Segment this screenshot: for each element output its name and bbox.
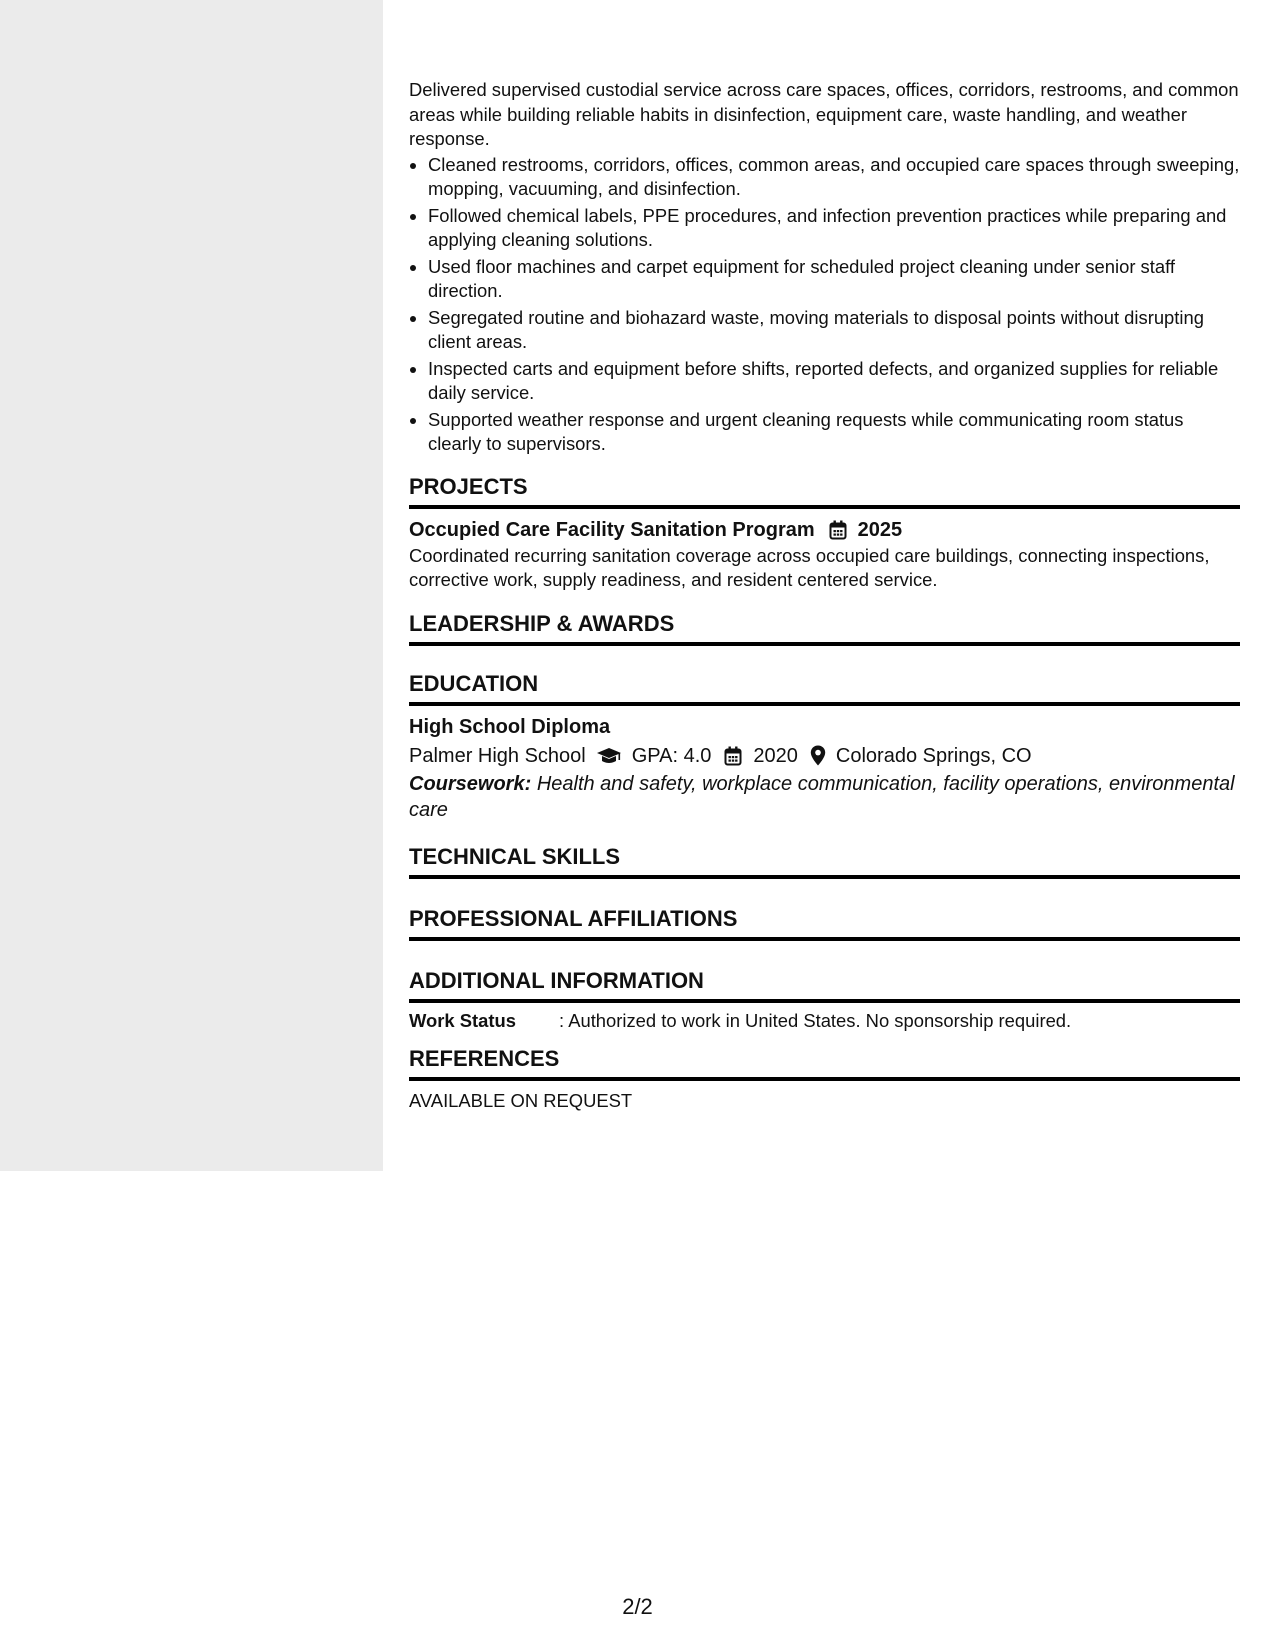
section-heading-affiliations: PROFESSIONAL AFFILIATIONS	[409, 905, 1240, 941]
bullet-item: • Cleaned restrooms, corridors, offices, common areas, and occupied care spaces through sweeping, mopping, vacuuming, and disinfection.	[428, 153, 1240, 202]
degree-title: High School Diploma	[409, 715, 611, 738]
references-text: AVAILABLE ON REQUEST	[409, 1090, 633, 1111]
work-status-label: Work Status	[409, 1009, 516, 1031]
section-heading-additional-info: ADDITIONAL INFORMATION	[409, 967, 1240, 1003]
bullet-item: • Used floor machines and carpet equipment for scheduled project cleaning under senior staff direction.	[428, 255, 1240, 304]
education-details-line	[409, 741, 1240, 771]
bullet-item: • Followed chemical labels, PPE procedures, and infection prevention practices while preparing and applying cleaning solutions.	[428, 204, 1240, 253]
project-description: Coordinated recurring sanitation coverage across occupied care buildings, connecting inspections, corrective work, supply readiness, and resident centered service.	[409, 544, 1210, 590]
project-title: Occupied Care Facility Sanitation Program	[409, 518, 815, 541]
gpa: GPA: 4.0	[631, 744, 712, 767]
page-number: 2/2	[622, 1594, 653, 1619]
project-title-line	[409, 516, 1240, 544]
work-status-value: : Authorized to work in United States. No sponsorship required.	[559, 1009, 1072, 1031]
coursework-label: Coursework:	[409, 772, 532, 795]
coursework-line	[409, 771, 1240, 823]
resume-main-column	[409, 78, 1240, 1114]
work-status-row	[409, 1009, 1240, 1034]
section-heading-education: EDUCATION	[409, 670, 1240, 706]
school-location: Colorado Springs, CO	[835, 744, 1032, 767]
section-heading-references: REFERENCES	[409, 1045, 1240, 1081]
experience-bullet-list	[409, 153, 1240, 457]
project-year: 2025	[857, 518, 903, 541]
map-pin-icon	[810, 746, 826, 766]
school-name: Palmer High School	[409, 744, 586, 767]
bullet-item: • Inspected carts and equipment before shifts, reported defects, and organized supplies for reliable daily service.	[428, 357, 1240, 406]
calendar-icon	[723, 746, 743, 766]
education-degree	[409, 713, 1240, 741]
bullet-item: • Supported weather response and urgent cleaning requests while communicating room status clearly to supervisors.	[428, 408, 1240, 457]
coursework-text: Health and safety, workplace communication, facility operations, environmental care	[409, 772, 1235, 821]
calendar-icon	[828, 520, 848, 540]
section-heading-technical-skills: TECHNICAL SKILLS	[409, 843, 1240, 879]
graduation-year: 2020	[753, 744, 798, 767]
experience-summary: Delivered supervised custodial service across care spaces, offices, corridors, restrooms, and common areas while building reliable habits in disinfection, equipment care, waste handling, and weather response.	[409, 79, 1239, 149]
sidebar-panel	[0, 0, 383, 1171]
section-heading-leadership: LEADERSHIP & AWARDS	[409, 610, 1240, 646]
graduation-cap-icon	[596, 746, 622, 766]
section-heading-projects: PROJECTS	[409, 473, 1240, 509]
bullet-item: • Segregated routine and biohazard waste, moving materials to disposal points without disrupting client areas.	[428, 306, 1240, 355]
